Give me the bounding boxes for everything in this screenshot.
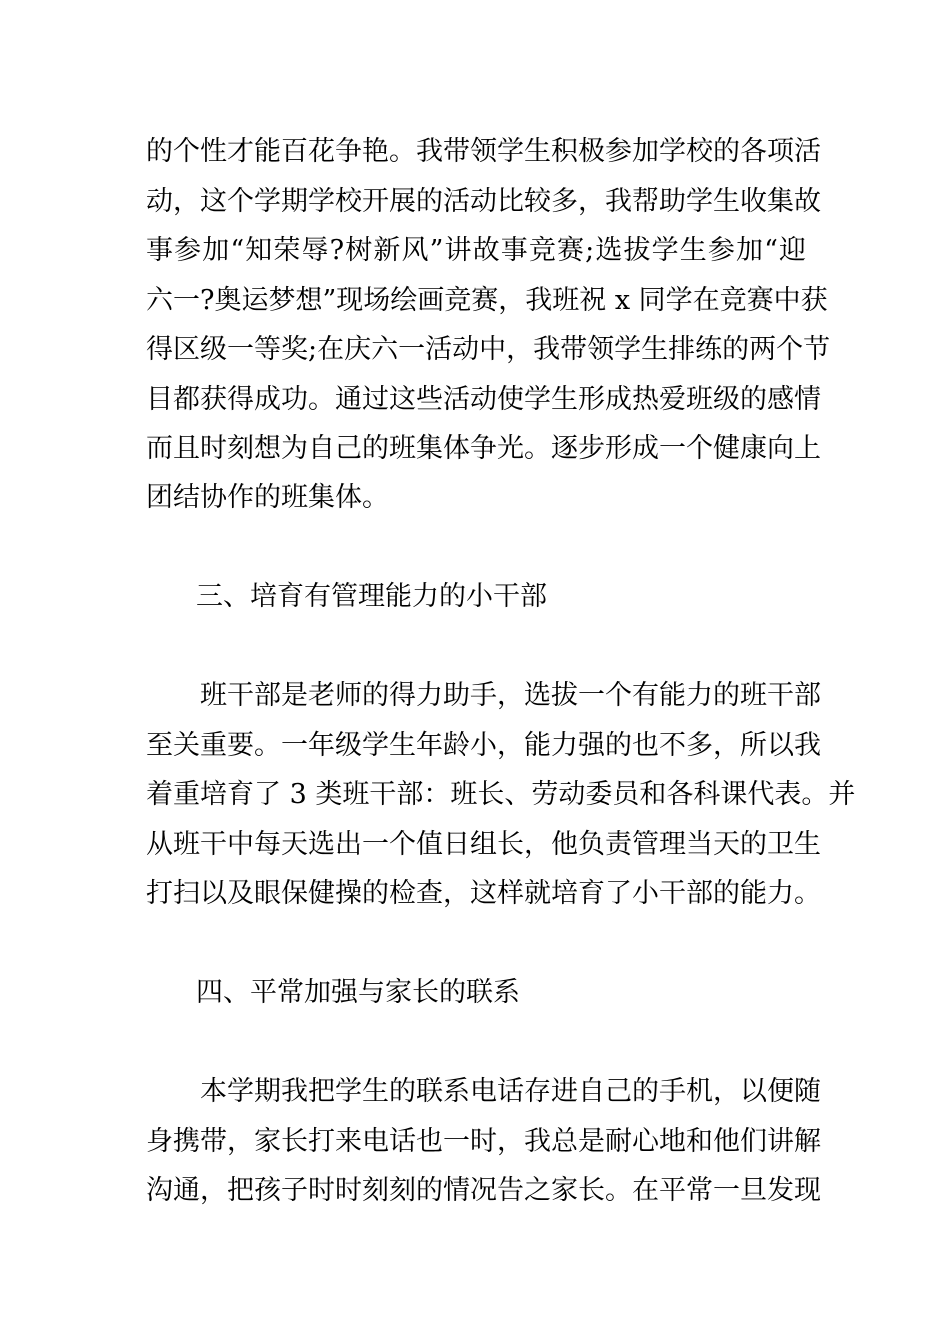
section-heading-3: 三、培育有管理能力的小干部 [196, 581, 547, 612]
paragraph-2-line-4: 从班干中每天选出一个值日组长，他负责管理当天的卫生 [146, 829, 821, 860]
paragraph-2-line-2: 至关重要。一年级学生年龄小，能力强的也不多，所以我 [146, 730, 821, 761]
paragraph-1-line-3: 事参加“知荣辱?树新风”讲故事竞赛;选拔学生参加“迎 [146, 235, 806, 266]
paragraph-2-line-5: 打扫以及眼保健操的检查，这样就培育了小干部的能力。 [146, 878, 821, 909]
paragraph-3-line-2: 身携带，家长打来电话也一时，我总是耐心地和他们讲解 [146, 1126, 821, 1157]
paragraph-1-line-5: 得区级一等奖;在庆六一活动中，我带领学生排练的两个节 [146, 334, 831, 365]
paragraph-1-line-8: 团结协作的班集体。 [146, 482, 389, 513]
paragraph-2-line-3: 着重培育了 3 类班干部：班长、劳动委员和各科课代表。并 [146, 779, 856, 810]
paragraph-1-line-1: 的个性才能百花争艳。我带领学生积极参加学校的各项活 [146, 136, 821, 167]
paragraph-1-line-4: 六一?奥运梦想”现场绘画竞赛，我班祝 x 同学在竞赛中获 [146, 285, 828, 316]
paragraph-1-line-7: 而且时刻想为自己的班集体争光。逐步形成一个健康向上 [146, 433, 821, 464]
paragraph-2-line-1: 班干部是老师的得力助手，选拔一个有能力的班干部 [200, 680, 821, 711]
paragraph-3-line-3: 沟通，把孩子时时刻刻的情况告之家长。在平常一旦发现 [146, 1175, 821, 1206]
paragraph-1-line-2: 动，这个学期学校开展的活动比较多，我帮助学生收集故 [146, 186, 821, 217]
paragraph-1-line-6: 目都获得成功。通过这些活动使学生形成热爱班级的感情 [146, 384, 821, 415]
paragraph-3-line-1: 本学期我把学生的联系电话存进自己的手机，以便随 [200, 1076, 821, 1107]
section-heading-4: 四、平常加强与家长的联系 [196, 977, 520, 1008]
